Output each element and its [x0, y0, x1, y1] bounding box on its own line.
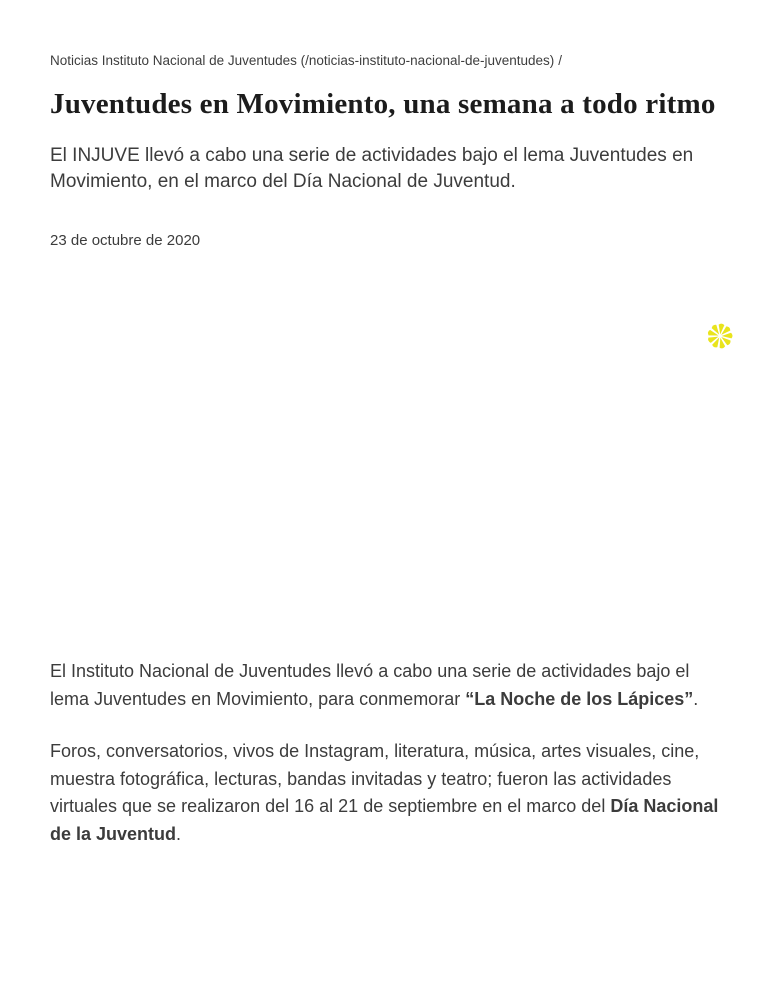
article-lead: El INJUVE llevó a cabo una serie de actividades bajo el lema Juventudes en Movimiento, en el marco del Día Nacional de Juventud. — [50, 145, 694, 192]
spinner-petals — [707, 323, 732, 349]
page-title: Juventudes en Movimiento, una semana a todo ritmo — [50, 88, 716, 120]
breadcrumb-link[interactable]: Noticias Instituto Nacional de Juventudes (/noticias-instituto-nacional-de-juventudes) — [50, 53, 555, 68]
article-date: 23 de octubre de 2020 — [50, 232, 201, 249]
paragraph-text: . — [176, 823, 182, 844]
paragraph-bold-text: Día Nacional de la Juventud — [50, 796, 719, 844]
asterisk-loading-spinner-icon — [705, 321, 735, 351]
paragraph-text: El Instituto Nacional de Juventudes llevó a cabo una serie de actividades bajo el lema Juventudes en Movimiento, para conmemorar — [50, 661, 690, 709]
breadcrumb-separator: / — [558, 53, 563, 68]
paragraph-text: Foros, conversatorios, vivos de Instagram, literatura, música, artes visuales, cine, muestra fotográfica, lecturas, bandas invitadas y teatro; fueron las actividades virtuales que se realizaron del 16 al 21 de septiembre en el marco del — [50, 741, 700, 816]
article-image-placeholder — [50, 252, 723, 658]
article-paragraph — [50, 738, 723, 848]
paragraph-text: . — [693, 688, 699, 709]
article-paragraph — [50, 658, 723, 713]
breadcrumb — [50, 51, 723, 70]
paragraph-bold-text: “La Noche de los Lápices” — [465, 688, 694, 709]
article-body — [50, 658, 723, 848]
